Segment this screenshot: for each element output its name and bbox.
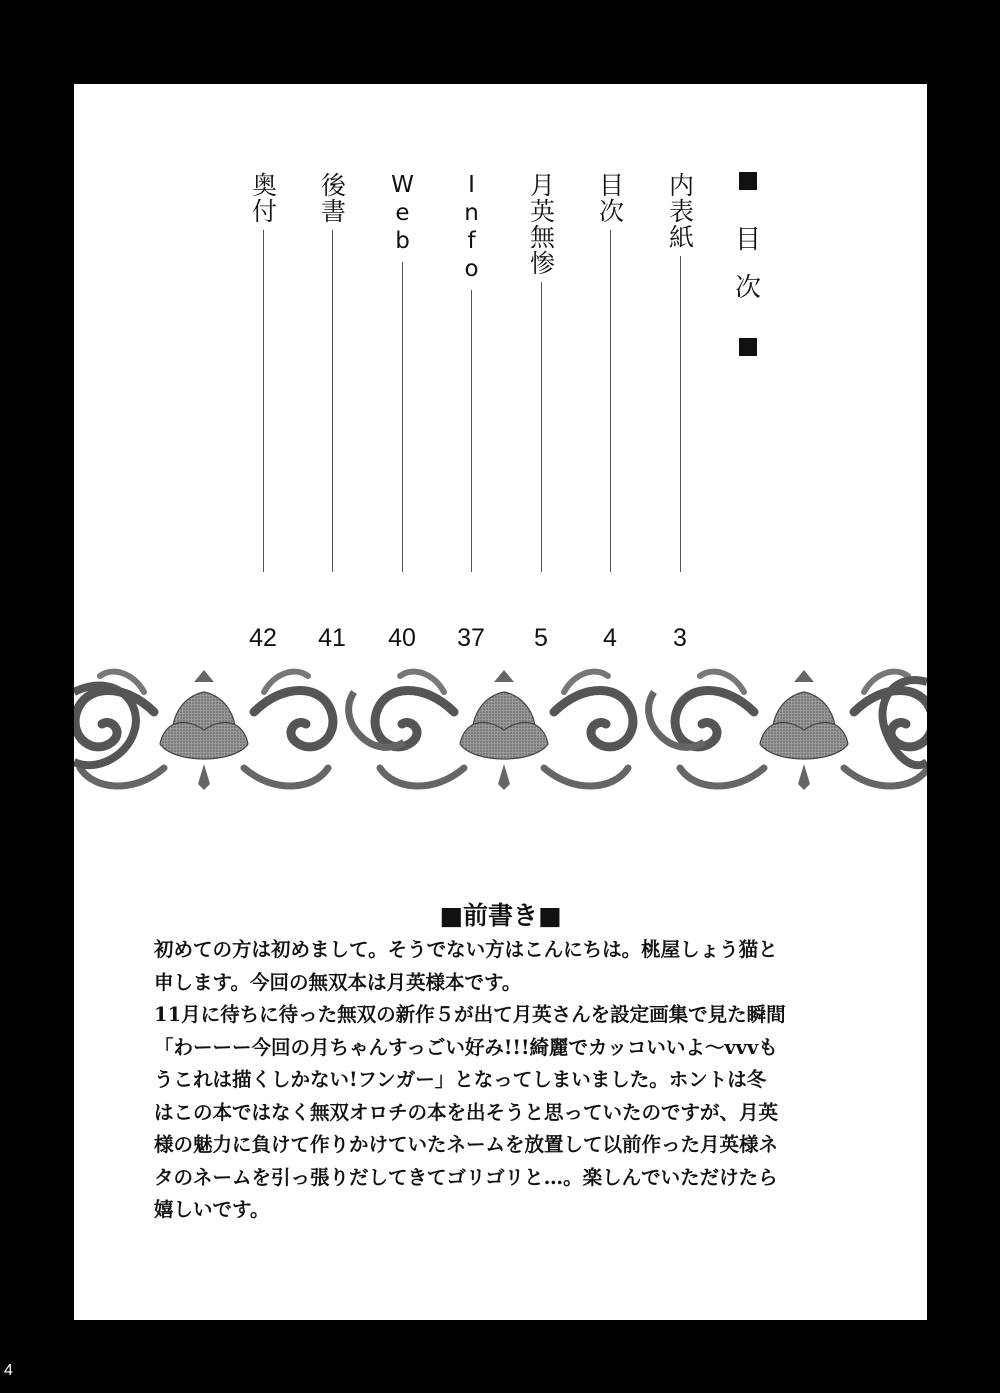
toc-leader-line — [610, 230, 611, 572]
toc-entry-page: 41 — [318, 624, 346, 652]
toc-entry — [660, 172, 700, 652]
toc-entry — [590, 172, 630, 652]
toc-entry-title: Web — [389, 172, 416, 256]
toc-heading-char-1: 目 — [734, 225, 761, 255]
toc-heading-char-2: 次 — [734, 273, 761, 303]
toc-leader-line — [541, 282, 542, 572]
page-number: 4 — [4, 1362, 13, 1379]
toc-entry-title: 目次 — [595, 172, 625, 224]
toc-leader-line — [402, 262, 403, 572]
toc-entry-page: 5 — [534, 624, 548, 652]
preface-line: タのネームを引っ張りだしてきてゴリゴリと…。楽しんでいただけたら — [154, 1165, 778, 1189]
floral-ornament-band — [74, 662, 927, 802]
toc-heading-mark-right — [739, 338, 757, 356]
preface-line: 初めての方は初めまして。そうでない方はこんにちは。桃屋しょう猫と — [154, 938, 778, 961]
toc-entry — [451, 172, 491, 652]
toc-entry — [382, 172, 422, 652]
toc-leader-line — [471, 290, 472, 572]
toc-leader-line — [263, 230, 264, 572]
page-sheet — [74, 84, 927, 1320]
toc-entry-title: 内表紙 — [665, 172, 695, 250]
toc-entry-title: Info — [458, 172, 485, 284]
toc-entry-title: 月英無惨 — [526, 172, 556, 276]
toc-entry — [312, 172, 352, 652]
preface-line: 嬉しいです。 — [154, 1198, 270, 1221]
toc-entry-title: 奥付 — [248, 172, 278, 224]
preface-line: 11月に待ちに待った無双の新作５が出て月英さんを設定画集で見た瞬間 — [154, 1003, 786, 1026]
toc-entry-title: 後書 — [317, 172, 347, 224]
preface-line: うこれは描くしかない!フンガー」となってしまいました。ホントは冬 — [154, 1068, 767, 1091]
toc-entry-page: 37 — [457, 624, 485, 652]
preface-line: 申します。今回の無双本は月英様本です。 — [154, 970, 522, 994]
toc-heading-mark-left — [739, 172, 757, 190]
toc-leader-line — [680, 256, 681, 572]
toc-entry — [243, 172, 283, 652]
preface-line: はこの本ではなく無双オロチの本を出そうと思っていたのですが、月英 — [154, 1100, 779, 1124]
preface-line: 「わーーー今回の月ちゃんすっごい好み!!!綺麗でカッコいいよ～vvvも — [154, 1035, 778, 1059]
toc-entry — [521, 172, 561, 652]
toc-entry-page: 40 — [388, 624, 416, 652]
toc-entry-page: 4 — [603, 624, 617, 652]
toc-entry-page: 3 — [673, 624, 687, 652]
preface-heading: ■前書き■ — [439, 901, 562, 930]
toc-entry-page: 42 — [249, 624, 277, 652]
preface-body — [154, 934, 859, 1227]
toc-heading — [730, 172, 766, 356]
preface-line: 様の魅力に負けて作りかけていたネームを放置して以前作った月英様ネ — [154, 1133, 779, 1156]
toc-leader-line — [332, 230, 333, 572]
